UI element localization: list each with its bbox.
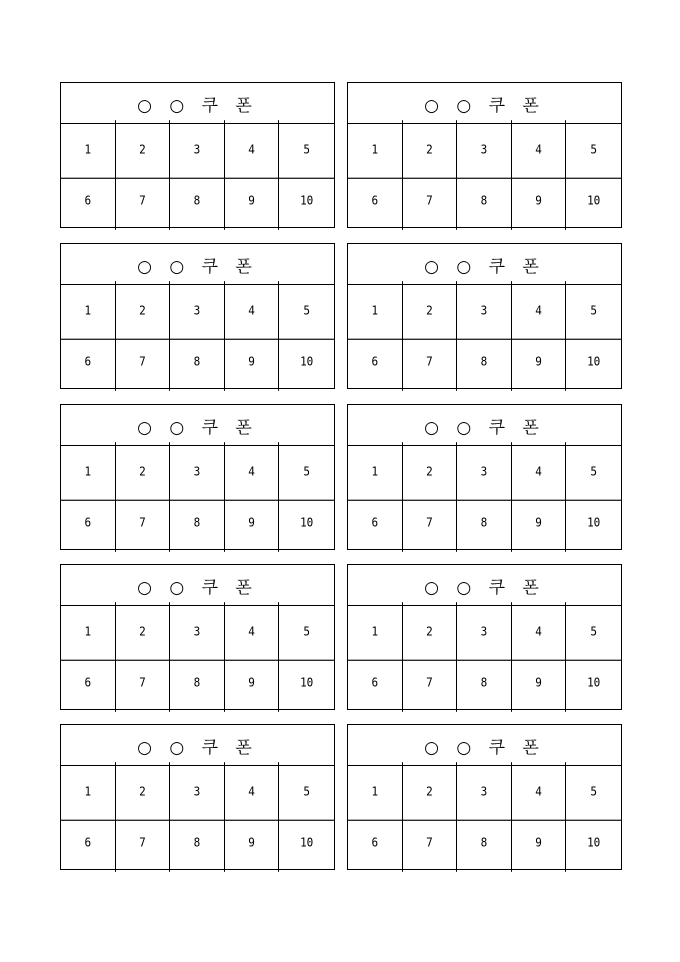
stamp-grid <box>348 285 621 387</box>
stamp-slot: 6 <box>348 332 403 391</box>
stamp-slot: 7 <box>116 171 171 230</box>
stamp-slot: 2 <box>116 281 171 340</box>
stamp-slot: 2 <box>116 120 171 179</box>
stamp-grid <box>61 606 334 708</box>
stamp-grid <box>61 124 334 226</box>
coupon-title: ○ ○ 쿠 폰 <box>61 725 334 766</box>
stamp-slot: 5 <box>279 762 334 821</box>
coupon-title: ○ ○ 쿠 폰 <box>348 244 621 285</box>
stamp-slot: 4 <box>512 281 567 340</box>
stamp-slot: 4 <box>512 120 567 179</box>
stamp-slot: 4 <box>512 442 567 501</box>
stamp-slot: 8 <box>457 332 512 391</box>
coupon-title: ○ ○ 쿠 폰 <box>61 244 334 285</box>
stamp-slot: 3 <box>457 120 512 179</box>
stamp-slot: 7 <box>116 493 171 552</box>
stamp-slot: 4 <box>225 762 280 821</box>
stamp-grid <box>348 124 621 226</box>
stamp-slot: 8 <box>170 493 225 552</box>
coupon-title: ○ ○ 쿠 폰 <box>348 83 621 124</box>
coupon-title: ○ ○ 쿠 폰 <box>61 83 334 124</box>
stamp-slot: 10 <box>300 193 314 208</box>
stamp-slot: 4 <box>225 120 280 179</box>
stamp-slot: 3 <box>457 281 512 340</box>
stamp-slot: 5 <box>566 602 621 661</box>
stamp-slot: 4 <box>512 762 567 821</box>
stamp-slot: 10 <box>300 354 314 369</box>
stamp-slot: 2 <box>403 442 458 501</box>
stamp-slot: 2 <box>403 602 458 661</box>
stamp-slot: 8 <box>457 653 512 712</box>
stamp-slot: 6 <box>348 813 403 872</box>
coupon-card <box>347 82 622 228</box>
stamp-slot: 4 <box>225 281 280 340</box>
stamp-slot: 1 <box>348 762 403 821</box>
stamp-slot: 9 <box>225 332 280 391</box>
coupon-card <box>60 243 335 389</box>
stamp-slot: 8 <box>457 813 512 872</box>
stamp-slot: 8 <box>170 332 225 391</box>
coupon-title: ○ ○ 쿠 폰 <box>61 565 334 606</box>
stamp-slot: 1 <box>61 281 116 340</box>
stamp-slot: 1 <box>61 442 116 501</box>
stamp-grid <box>61 766 334 868</box>
stamp-slot: 5 <box>279 281 334 340</box>
stamp-grid <box>348 766 621 868</box>
stamp-slot: 4 <box>225 602 280 661</box>
stamp-slot: 10 <box>587 515 601 530</box>
stamp-slot: 3 <box>457 762 512 821</box>
stamp-slot: 6 <box>348 493 403 552</box>
stamp-slot: 5 <box>566 120 621 179</box>
stamp-slot: 6 <box>61 171 116 230</box>
coupon-title: ○ ○ 쿠 폰 <box>61 405 334 446</box>
stamp-slot: 7 <box>403 332 458 391</box>
stamp-slot: 2 <box>116 602 171 661</box>
coupon-title: ○ ○ 쿠 폰 <box>348 405 621 446</box>
stamp-slot: 4 <box>225 442 280 501</box>
stamp-slot: 9 <box>512 653 567 712</box>
coupon-card <box>347 243 622 389</box>
coupon-card <box>60 82 335 228</box>
stamp-slot: 7 <box>403 493 458 552</box>
stamp-slot: 10 <box>587 354 601 369</box>
stamp-slot: 9 <box>512 813 567 872</box>
stamp-slot: 2 <box>403 762 458 821</box>
stamp-grid <box>61 446 334 548</box>
stamp-slot: 9 <box>512 171 567 230</box>
stamp-slot: 8 <box>457 493 512 552</box>
coupon-card <box>60 564 335 710</box>
stamp-slot: 3 <box>170 120 225 179</box>
coupon-card <box>347 564 622 710</box>
stamp-slot: 3 <box>457 442 512 501</box>
stamp-slot: 1 <box>348 442 403 501</box>
stamp-slot: 6 <box>61 493 116 552</box>
stamp-slot: 1 <box>348 120 403 179</box>
stamp-slot: 6 <box>61 332 116 391</box>
stamp-slot: 9 <box>225 813 280 872</box>
stamp-grid <box>61 285 334 387</box>
stamp-slot: 3 <box>170 442 225 501</box>
coupon-card <box>347 724 622 870</box>
stamp-slot: 5 <box>566 442 621 501</box>
stamp-slot: 2 <box>403 281 458 340</box>
stamp-slot: 1 <box>348 602 403 661</box>
stamp-slot: 1 <box>61 762 116 821</box>
coupon-title: ○ ○ 쿠 폰 <box>348 725 621 766</box>
stamp-slot: 7 <box>403 813 458 872</box>
stamp-slot: 7 <box>116 813 171 872</box>
stamp-slot: 3 <box>170 762 225 821</box>
stamp-slot: 5 <box>279 120 334 179</box>
stamp-slot: 9 <box>512 493 567 552</box>
coupon-title: ○ ○ 쿠 폰 <box>348 565 621 606</box>
stamp-slot: 6 <box>61 813 116 872</box>
stamp-slot: 6 <box>61 653 116 712</box>
stamp-slot: 1 <box>61 120 116 179</box>
stamp-slot: 10 <box>300 835 314 850</box>
stamp-slot: 10 <box>300 675 314 690</box>
stamp-slot: 2 <box>116 762 171 821</box>
stamp-slot: 6 <box>348 171 403 230</box>
stamp-slot: 1 <box>348 281 403 340</box>
stamp-slot: 7 <box>403 171 458 230</box>
stamp-slot: 5 <box>279 602 334 661</box>
stamp-slot: 10 <box>587 193 601 208</box>
stamp-slot: 2 <box>116 442 171 501</box>
stamp-slot: 8 <box>170 813 225 872</box>
stamp-slot: 3 <box>170 281 225 340</box>
stamp-slot: 7 <box>116 332 171 391</box>
stamp-grid <box>348 446 621 548</box>
coupon-card <box>60 404 335 550</box>
stamp-slot: 6 <box>348 653 403 712</box>
stamp-slot: 5 <box>566 281 621 340</box>
stamp-slot: 5 <box>279 442 334 501</box>
stamp-slot: 10 <box>300 515 314 530</box>
stamp-slot: 7 <box>403 653 458 712</box>
stamp-slot: 9 <box>512 332 567 391</box>
stamp-slot: 8 <box>170 653 225 712</box>
stamp-slot: 10 <box>587 675 601 690</box>
stamp-slot: 5 <box>566 762 621 821</box>
stamp-slot: 4 <box>512 602 567 661</box>
stamp-slot: 10 <box>587 835 601 850</box>
stamp-slot: 1 <box>61 602 116 661</box>
stamp-slot: 8 <box>170 171 225 230</box>
stamp-slot: 3 <box>170 602 225 661</box>
stamp-slot: 9 <box>225 171 280 230</box>
stamp-slot: 9 <box>225 493 280 552</box>
stamp-slot: 8 <box>457 171 512 230</box>
stamp-slot: 9 <box>225 653 280 712</box>
coupon-card <box>60 724 335 870</box>
stamp-slot: 3 <box>457 602 512 661</box>
stamp-slot: 7 <box>116 653 171 712</box>
stamp-slot: 2 <box>403 120 458 179</box>
coupon-card <box>347 404 622 550</box>
stamp-grid <box>348 606 621 708</box>
